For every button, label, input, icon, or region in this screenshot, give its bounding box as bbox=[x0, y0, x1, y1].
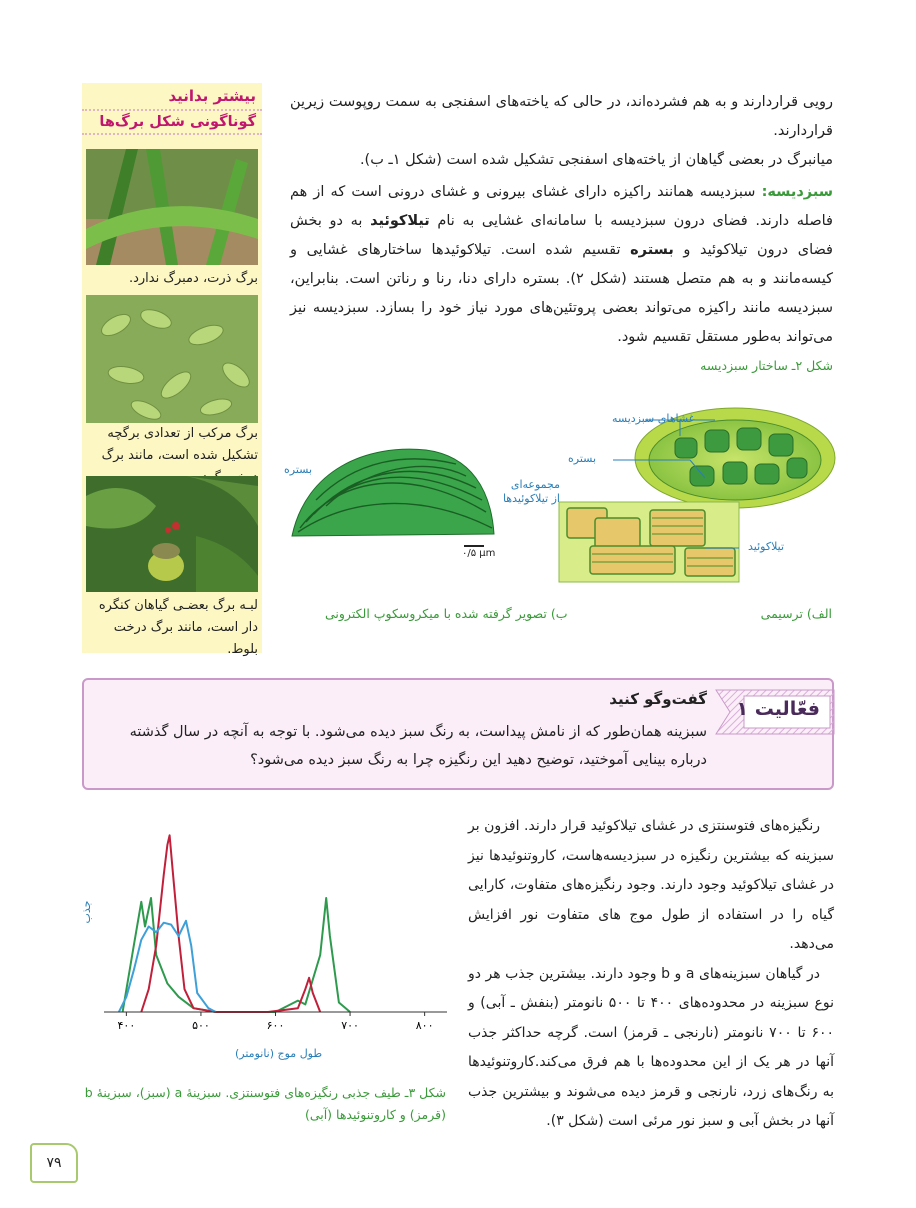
series-line-2 bbox=[119, 921, 216, 1012]
walnut-leaf-photo bbox=[86, 295, 258, 423]
paragraph-text: رنگیزه‌های فتوسنتزی در غشای تیلاکوئید قرار دارند. افزون بر سبزینه که بیشترین رنگیزه در سبزدیسه‌هاست، کاروتنوئیدها نیز در غشای تیلاکوئید وجود دارند. وجود رنگیزه‌های متفاوت، کارایی گیاه را در استفاده از طول موج های متفاوت نور افزایش می‌دهد. bbox=[468, 818, 834, 952]
chloroplast-micrograph bbox=[286, 440, 501, 560]
paragraph-text: تقسیم شده است. تیلاکوئیدها ساختارهای غشایی و کیسه‌مانند و به هم متصل هستند (شکل ۲). بستره دارای دنا، رنا و رناتن است. بنابراین، سبزدیسه مانند راکیزه می‌تواند بعضی پروتئین‌های مورد نیاز خود را بسازد. سبزدیسه نیز می‌تواند به‌طور مستقل تقسیم شود. bbox=[290, 242, 833, 345]
activity-tag bbox=[716, 690, 834, 734]
pigments-paragraph bbox=[468, 812, 834, 1137]
caption-oak-leaf: لبـه برگ بعضـی گیاهان کنگره دار است، مانند برگ درخت بلوط. bbox=[98, 598, 258, 657]
intro-line: رویی قراردارند و به هم فشرده‌اند، در حالی که یاخته‌های اسفنجی به سمت روپوست زیرین قراردارند. bbox=[290, 94, 833, 139]
caption-corn-leaf: برگ ذرت، دمبرگ ندارد. bbox=[128, 271, 258, 286]
scale-bar-label: ۰/۵ µm bbox=[462, 548, 496, 559]
paragraph-text: در گیاهان سبزینه‌های a و b وجود دارند. بیشترین جذب هر دو نوع سبزینه در محدوده‌های ۴۰۰ تا ۵۰۰ نانومتر (بنفش ـ آبی) و ۶۰۰ تا ۷۰۰ نانومتر (نارنجی ـ قرمز) است. گرچه حداکثر جذب آنها در هر یک از این محدوده‌ها با هم فرق می‌کند.کاروتنوئیدها به رنگ‌های زرد، نارنجی و قرمز دیده می‌شوند و بیشترین جذب آنها در بخش آبی و سبز نور مرئی است (شکل ۳). bbox=[468, 965, 835, 1129]
series-line-0 bbox=[123, 898, 351, 1012]
label-thylakoid: تیلاکوئید bbox=[748, 540, 785, 553]
figure-3-caption: شکل ۳ـ طیف جذبی رنگیزه‌های فتوسنتزی. سبزینهٔ a (سبز)، سبزینهٔ b (قرمز) و کاروتنوئیدها (آبی) bbox=[84, 1085, 446, 1122]
intro-line: میانبرگ در بعضی گیاهان از یاخته‌های اسفنجی تشکیل شده است (شکل ۱ـ ب). bbox=[359, 152, 833, 168]
activity-tag-label: فعّالیت ۱ bbox=[736, 698, 820, 720]
x-tick-label: ۵۰۰ bbox=[192, 1019, 210, 1032]
label-stroma-a: بستره bbox=[568, 452, 597, 465]
figure-2a-caption: الف) ترسیمی bbox=[760, 606, 832, 621]
x-tick-label: ۴۰۰ bbox=[117, 1019, 136, 1032]
term-stroma: بستره bbox=[630, 242, 674, 258]
label-membranes: غشاهای سبزدیسه bbox=[612, 412, 695, 425]
page-number: ۷۹ bbox=[30, 1143, 78, 1183]
corn-leaf-photo bbox=[86, 149, 258, 265]
more-to-know-sidebar bbox=[82, 83, 262, 657]
sidebar-subheading: گوناگونی شکل برگ‌ها bbox=[82, 109, 262, 135]
figure-2-title: شکل ۲ـ ساختار سبزدیسه bbox=[700, 358, 833, 373]
label-stroma-b: بستره bbox=[284, 463, 313, 476]
activity-box bbox=[82, 678, 834, 790]
sidebar-heading: بیشتر بدانید bbox=[168, 87, 256, 105]
paragraph-text: سبزدیسه همانند راکیزه دارای غشای بیرونی و غشای درونی است که از هم فاصله دارند. فضای درون سبزدیسه با سامانه‌ای غشایی به نام bbox=[290, 184, 833, 229]
x-tick-label: ۷۰۰ bbox=[341, 1019, 359, 1032]
term-thylakoid: تیلاکوئید bbox=[370, 213, 430, 229]
x-tick-label: ۸۰۰ bbox=[415, 1019, 434, 1032]
activity-text: سبزینه همان‌طور که از نامش پیداست، به رنگ سبز دیده می‌شود. با توجه به آنچه در سال گذشته درباره بینایی آموختید، توضیح دهید این رنگیزه چرا به رنگ سبز دیده می‌شود؟ bbox=[129, 724, 707, 768]
x-tick-label: ۶۰۰ bbox=[266, 1019, 285, 1032]
activity-heading: گفت‌وگو کنید bbox=[609, 690, 707, 708]
intro-text bbox=[290, 88, 833, 175]
label-thylakoid-set: مجموعه‌ای از تیلاکوئیدها bbox=[502, 478, 560, 505]
chloroplast-paragraph bbox=[290, 178, 833, 352]
paragraph-text: به دو بخش فضای درون تیلاکوئید و bbox=[290, 213, 833, 258]
oak-leaf-photo bbox=[86, 476, 258, 592]
chart-ylabel: جذب bbox=[80, 900, 93, 924]
absorption-spectrum-chart bbox=[82, 812, 452, 1038]
term-chloroplast: سبزدیسه: bbox=[761, 184, 833, 200]
chloroplast-drawing bbox=[555, 408, 835, 586]
chart-xlabel: طول موج (نانومتر) bbox=[235, 1047, 323, 1060]
figure-2b-caption: ب) تصویر گرفته شده با میکروسکوپ الکترونی bbox=[325, 606, 568, 621]
caption-walnut-leaf: برگ مرکب از تعدادی برگچه تشکیل شده است، مانند برگ bbox=[101, 426, 258, 463]
